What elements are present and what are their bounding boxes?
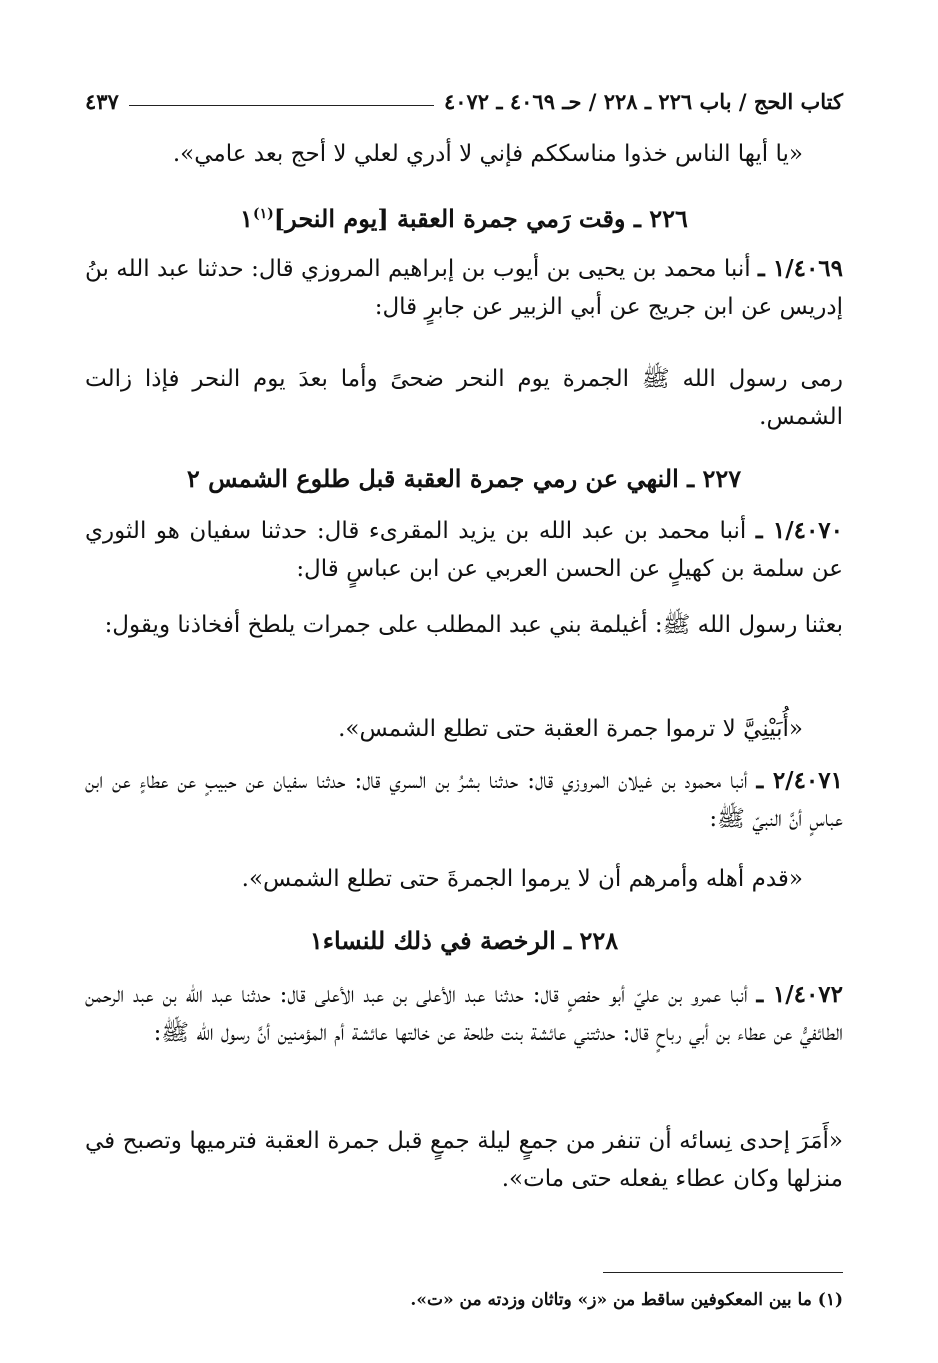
hadith-number: ١/٤٠٧٠ ـ [755, 517, 844, 544]
quote-text: «أُبَيْنِيَّ لا ترموا جمرة العقبة حتى تطلع الشمس». [338, 716, 803, 742]
footnote: (١) ما بين المعكوفين ساقط من «ز» وتاثان وزدته من «ت». [410, 1290, 843, 1310]
chapter-heading-228: ٢٢٨ ـ الرخصة في ذلك للنساء١ [309, 926, 619, 955]
hadith-continuation [85, 135, 843, 173]
hadith-4069-isnad [85, 250, 843, 326]
hadith-4070-quote [85, 710, 843, 748]
quote-text: «أَمَرَ إحدى نِسائه أن تنفر من جمعٍ ليلة جمعٍ قبل جمرة العقبة فترميها وتصبح في منزلها وكان عطاء يفعله حتى مات». [85, 1128, 843, 1192]
isnad-text: أنبا محمود بن غيلان المروزي قال: حدثنا بشرُ بن السري قال: حدثنا سفيان عن حبيبٍ عن عطاءٍ عن ابن عباسٍ أنَّ النبيّ ﷺ: [85, 768, 843, 832]
hadith-4070-matn [85, 606, 843, 644]
hadith-4072-isnad [85, 976, 843, 1052]
hadith-4069-matn [85, 360, 843, 436]
isnad-text: أنبا عمرو بن عليّ أبو حفصٍ قال: حدثنا عبد الأعلى بن عبد الأعلى قال: حدثنا عبد الله بن عبد الرحمن الطائفيُّ عن عطاء بن أبي رباحٍ قال: حدثتني عائشة بنت طلحة عن خالتها عائشة أم المؤمنين أنَّ رسول الله ﷺ: [85, 982, 843, 1046]
hadith-4070-isnad [85, 512, 843, 588]
isnad-text: أنبا محمد بن يحيى بن أيوب بن إبراهيم المروزي قال: حدثنا عبد الله بنُ إدريس عن ابن جريج عن أبي الزبير عن جابرٍ قال: [85, 256, 843, 320]
matn-text: رمى رسول الله ﷺ الجمرة يوم النحر ضحىً وأما بعدَ يوم النحر فإذا زالت الشمس. [85, 366, 843, 430]
footnote-ref: (١) [252, 206, 274, 222]
paragraph: «يا أيها الناس خذوا مناسككم فإني لا أدري لعلي لا أحج بعد عامي». [172, 141, 803, 167]
hadith-4072-quote [85, 1122, 843, 1198]
hadith-4071-quote [85, 860, 843, 898]
heading-text: ٢٢٦ ـ وقت رَمي جمرة العقبة [يوم النحر] [273, 204, 688, 233]
quote-text: «قدم أهله وأمرهم أن لا يرموا الجمرةَ حتى تطلع الشمس». [241, 866, 803, 892]
isnad-text: أنبا محمد بن عبد الله بن يزيد المقرىء قال: حدثنا سفيان هو الثوري عن سلمة بن كهيلٍ عن الحسن العربي عن ابن عباسٍ قال: [85, 518, 843, 582]
hadith-number: ١/٤٠٧٢ ـ [756, 981, 844, 1008]
page-number: ٤٣٧ [85, 88, 119, 114]
hadith-4071-isnad [85, 762, 843, 838]
hadith-number: ٢/٤٠٧١ ـ [756, 767, 843, 794]
chapter-heading-227: ٢٢٧ ـ النهي عن رمي جمرة العقبة قبل طلوع الشمس ٢ [186, 464, 742, 493]
header-rule [129, 105, 434, 106]
matn-text: بعثنا رسول الله ﷺ: أغيلمة بني عبد المطلب على جمرات يلطخ أفخاذنا ويقول: [104, 612, 843, 638]
footnote-rule [603, 1272, 843, 1273]
heading-tail: ١ [240, 204, 253, 233]
running-header [85, 84, 843, 118]
header-title: كتاب الحج / باب ٢٢٦ ـ ٢٢٨ / حـ ٤٠٦٩ ـ ٤٠٧٢ [443, 88, 843, 114]
hadith-number: ١/٤٠٦٩ ـ [758, 255, 844, 282]
chapter-heading-226 [85, 195, 843, 238]
